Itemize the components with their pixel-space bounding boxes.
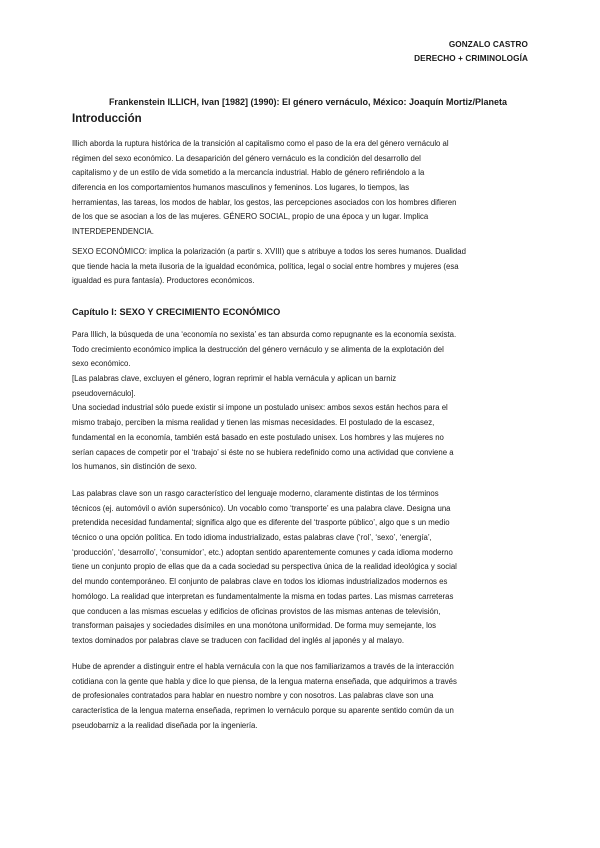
text-line: SEXO ECONÓMICO: implica la polarización (a partir s. XVIII) que s atribuye a todos los seres humanos. Dualidad — [72, 247, 466, 256]
text-line: Illich aborda la ruptura histórica de la transición al capitalismo como el paso de la era del género vernáculo al — [72, 139, 449, 148]
text-line: Todo crecimiento económico implica la destrucción del género vernáculo y se alimenta de la explotación del — [72, 344, 444, 354]
text-line: homólogo. La realidad que interpretan es fundamentalmente la misma en todas partes. Las mismas carreteras — [72, 591, 454, 601]
text-line: INTERDEPENDENCIA. — [72, 227, 154, 237]
text-line: Las palabras clave son un rasgo característico del lenguaje moderno, claramente distintas de los términos — [72, 489, 439, 498]
text-line: pseudobarniz a la realidad diseñada por la ingeniería. — [72, 720, 258, 730]
text-line: Hube de aprender a distinguir entre el habla vernácula con la que nos familiarizamos a través de la interacción — [72, 662, 454, 671]
text-line: ‘producción’, ‘desarrollo’, ‘consumidor’, etc.) adoptan sentido aparentemente comunes y cada idioma moderno — [72, 547, 453, 557]
text-line: textos dominados por palabras clave se traducen con facilidad del inglés al japonés y al malayo. — [72, 635, 404, 645]
text-line: que tiende hacia la meta ilusoria de la igualdad económica, política, legal o social entre hombres y mujeres (esa — [72, 261, 459, 271]
text-line: [Las palabras clave, excluyen el género, logran reprimir el habla vernácula y aplican un barniz — [72, 374, 397, 384]
text-line: técnicos (ej. automóvil o avión supersónico). Un vocablo como ‘transporte’ es una palabra clave. Designa una — [72, 503, 451, 513]
chapter-heading: Capítulo I: SEXO Y CRECIMIENTO ECONÓMICO — [72, 307, 281, 317]
text-line: serían capaces de competir por el ‘trabajo’ si éste no se hubiera redefinido como una actividad que conviene a — [72, 447, 454, 457]
chapter-paragraph-3 — [72, 660, 530, 733]
text-line: pretendida necesidad fundamental; significa algo que es diferente del ‘trasporte público’, algo que s un medio — [72, 518, 450, 528]
text-line: técnico o una opción política. En todo idioma industrializado, estas palabras clave (‘rol’, ‘sexo’, ‘energía’, — [72, 533, 432, 543]
text-line: Una sociedad industrial sólo puede existir si impone un postulado unisex: ambos sexos están hechos para el — [72, 403, 448, 413]
page-header — [414, 38, 528, 66]
text-line: diferencia en los comportamientos humanos masculinos y femeninos. Los lugares, lo tiempos, las — [72, 183, 410, 193]
text-line: que conducen a las mismas escuelas y edificios de oficinas provistos de las mismas antenas de televisión, — [72, 606, 441, 616]
text-line: Para Illich, la búsqueda de una ‘economía no sexista’ es tan absurda como repugnante es la economía sexista. — [72, 330, 457, 339]
text-line: régimen del sexo económico. La desaparición del género vernáculo es la condición del desarrollo del — [72, 153, 421, 163]
text-line: cotidiana con la gente que habla y dice lo que piensa, de la lengua materna enseñada, que adquirimos a través — [72, 676, 457, 686]
text-line: pseudovernáculo]. — [72, 388, 136, 398]
text-line: tiene un conjunto propio de ellas que da a cada sociedad su perspectiva única de la realidad ideológica y social — [72, 562, 457, 572]
chapter-paragraph-2 — [72, 487, 530, 649]
text-line: característica de la lengua materna enseñada, reprimen lo vernáculo porque su aparente sentido común da un — [72, 706, 454, 716]
intro-heading: Introducción — [72, 113, 142, 125]
text-line: fundamental en la economía, también está basado en este postulado unisex. Los hombres y las mujeres no — [72, 432, 444, 442]
text-line: los humanos, sin distinción de sexo. — [72, 462, 197, 472]
text-line: sexo económico. — [72, 359, 131, 369]
bibliographic-reference: Frankenstein ILLICH, Ivan [1982] (1990): El género vernáculo, México: Joaquín Mortiz/Planeta — [108, 97, 508, 107]
text-line: igualdad es pura fantasía). Productores económicos. — [72, 276, 255, 286]
text-line: de los que se asocian a los de las mujeres. GÉNERO SOCIAL, propio de una época y un lugar. Implica — [72, 212, 429, 222]
text-line: capitalismo y de un estilo de vida sometido a la mercancía industrial. Hablo de género refiriéndolo a la — [72, 168, 425, 178]
text-line: herramientas, las tareas, los modos de hablar, los gestos, las percepciones asociados con los hombres difieren — [72, 197, 457, 207]
text-line: del mundo contemporáneo. El conjunto de palabras clave en todos los idiomas industrializados modernos es — [72, 577, 448, 587]
text-line: transforman paisajes y sociedades disímiles en una monótona uniformidad. De forma muy semejante, los — [72, 621, 437, 631]
text-line: mismo trabajo, perciben la misma realidad y tienen las mismas necesidades. El postulado de la escasez, — [72, 418, 435, 428]
course-name: DERECHO + CRIMINOLOGÍA — [414, 54, 528, 63]
text-line: de profesionales contratados para hablar en nuestro nombre y con nosotros. Las palabras clave son una — [72, 691, 434, 701]
sexo-economico-paragraph — [72, 245, 530, 289]
author-name: GONZALO CASTRO — [448, 40, 528, 49]
intro-paragraph — [72, 137, 530, 240]
chapter-paragraph-1 — [72, 328, 530, 475]
